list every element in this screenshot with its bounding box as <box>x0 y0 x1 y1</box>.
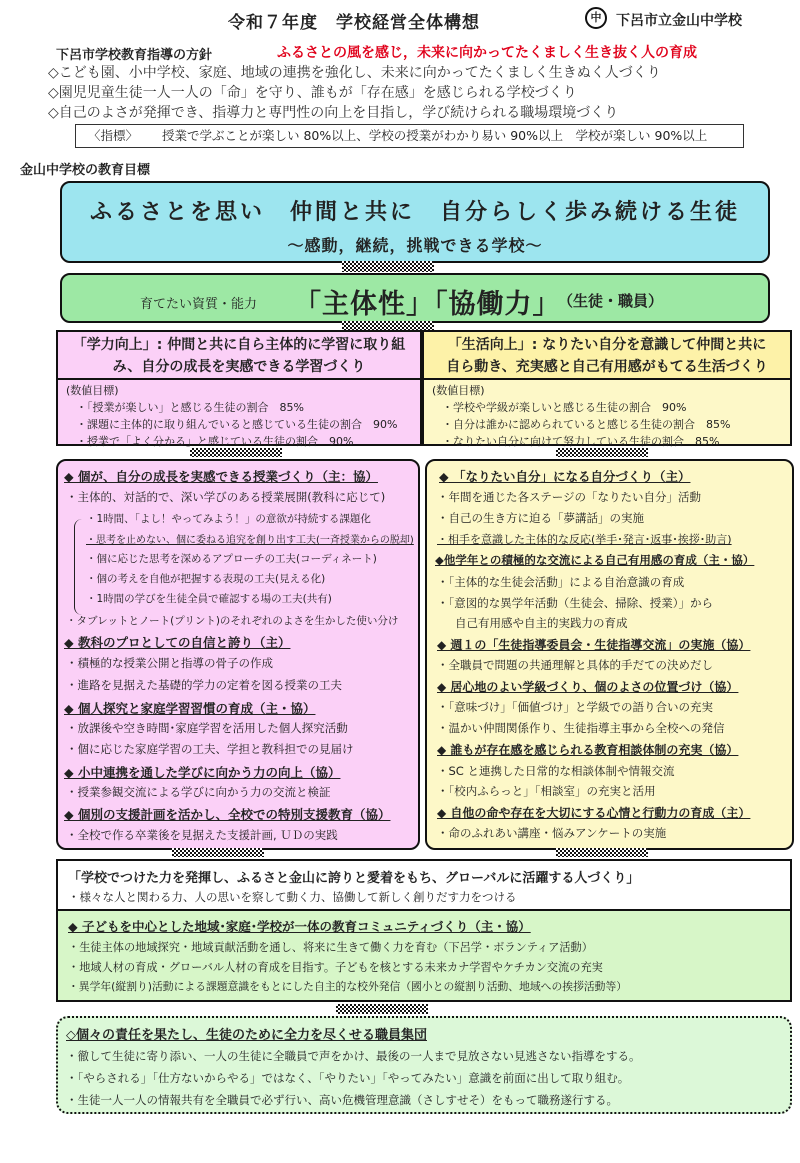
education-goal: ふるさとを思い 仲間と共に 自分らしく歩み続ける生徒 <box>89 199 740 225</box>
heading-line: 「学力向上」: 仲間と共に自ら主体的に学習に取り組 <box>72 337 406 353</box>
community-line: ・地域人材の育成・グローバル人材の育成を目指す。子どもを核とする未来カナ学習やケチカン交流の充実 <box>68 961 603 974</box>
policy-line: ◇自己のよさが発揮でき、指導力と専門性の向上を目指し，学び続けられる職場環境づくり <box>48 105 619 121</box>
connector-pattern <box>342 261 434 272</box>
staff-line: ・「やらされる」「仕方ないからやる」ではなく、「やりたい」「やってみたい」意識を前面に出して取り組む。 <box>66 1071 630 1085</box>
connector-pattern <box>342 321 434 330</box>
metric-item: ・授業で「よく分かる」と感じている生徒の割合 90% <box>76 435 354 448</box>
metric-item: ・学校や学級が楽しいと感じる生徒の割合 90% <box>442 401 687 414</box>
staff-title: ◇個々の責任を果たし、生徒のために全力を尽くせる職員集団 <box>66 1028 427 1043</box>
action-subitem: ・1時間の学びを生徒全員で確認する場の工夫(共有) <box>86 593 332 605</box>
metrics-label: (数値目標) <box>66 384 119 397</box>
connector-pattern <box>190 448 282 457</box>
education-goal-box <box>60 181 770 263</box>
staff-group-box <box>56 1016 792 1114</box>
staff-line: ・生徒一人一人の情報共有を全職員で必ず行い、高い危機管理意識（さしすせそ）をもって職務遂行する。 <box>66 1093 618 1107</box>
action-subitem: ・思考を止めない、個に委ねる追究を創り出す工夫(一斉授業からの脱却) <box>86 535 414 546</box>
action-item: ・自己の生き方に迫る「夢講話」の実施 <box>437 511 644 525</box>
action-item: ・「意味づけ」「価値づけ」と学級での語り合いの充実 <box>437 700 713 714</box>
action-item: ・進路を見据えた基礎的学力の定着を図る授業の工夫 <box>66 678 342 692</box>
metric-item: ・課題に主体的に取り組んでいると感じている生徒の割合 90% <box>76 418 398 431</box>
academic-improvement-heading <box>56 330 422 380</box>
goal-section-label: 金山中学校の教育目標 <box>20 163 151 178</box>
staff-line: ・徹して生徒に寄り添い、一人の生徒に全職員で声をかけ、最後の一人まで見放さない見逃さない指導をする。 <box>66 1049 641 1063</box>
education-goal-subtitle: ～感動，継続，挑戦できる学校～ <box>287 236 543 255</box>
connector-pattern <box>556 448 648 457</box>
action-item: ・授業参観交流による学びに向かう力の交流と検証 <box>66 785 331 799</box>
connector-pattern <box>556 848 648 857</box>
action-item: ・温かい仲間関係作り、生徒指導主事から全校への発信 <box>437 721 725 735</box>
connector-pattern <box>336 1004 428 1014</box>
action-item: ・年間を通じた各ステージの「なりたい自分」活動 <box>437 490 702 504</box>
qualities-label: 育てたい資質・能力 <box>140 297 258 312</box>
action-item: ・「主体的な生徒会活動」による自治意識の育成 <box>437 575 685 589</box>
action-item: ・全校で作る卒業後を見据えた支援計画, ＵＤの実践 <box>66 828 338 842</box>
global-talent-box <box>56 859 792 911</box>
action-subitem: ・個の考えを自他が把握する表現の工夫(見える化) <box>86 573 326 585</box>
policy-line: ◇こども園、小中学校、家庭、地域の連携を強化し、未来に向かってたくましく生きぬく人づくり <box>48 65 661 81</box>
community-line: ・異学年(縦割り)活動による課題意識をもとにした自主的な校外発信（國小との縦割り活動、地域への挨拶活動等） <box>68 980 628 993</box>
bracket <box>74 519 85 615</box>
indicator-box <box>75 124 744 148</box>
action-heading: ◆ 居心地のよい学級づくり、個のよさの位置づけ（協） <box>437 680 739 694</box>
qualities-box <box>60 273 770 323</box>
academic-actions-panel <box>56 459 420 850</box>
qualities-main: 「主体性」「協働力」 <box>294 289 561 320</box>
page-title: 令和７年度 学校経営全体構想 <box>228 13 480 33</box>
community-line: ・生徒主体の地域探究・地域貢献活動を通し、将来に生きて働く力を育む（下呂学・ボランティア活動） <box>68 941 593 954</box>
action-item: ・「校内ふらっと」「相談室」の充実と活用 <box>437 784 656 798</box>
action-item: ・全職員で問題の共通理解と具体的手だての決めだし <box>437 658 713 672</box>
action-heading: ◆ 誰もが存在感を感じられる教育相談体制の充実（協） <box>437 743 739 757</box>
metric-item: ・なりたい自分に向けて努力している生徒の割合 85% <box>442 435 720 448</box>
action-heading: ◆ 自他の命や存在を大切にする心情と行動力の育成（主） <box>437 806 751 820</box>
policy-line: ◇園児児童生徒一人一人の「命」を守り、誰もが「存在感」を感じられる学校づくり <box>48 85 577 101</box>
action-subitem: ・個に応じた思考を深めるアプローチの工夫(コーディネート) <box>86 553 377 565</box>
action-item: ・相手を意識した主体的な反応(挙手･発言･返事･挨拶･助言) <box>437 533 732 546</box>
metric-item: ・自分は誰かに認められていると感じる生徒の割合 85% <box>442 418 731 431</box>
action-subitem: ・1時間、「よし！やってみよう！」の意欲が持続する課題化 <box>86 513 371 525</box>
action-heading: ◆他学年との積極的な交流による自己有用感の育成（主・協） <box>435 553 755 567</box>
heading-line: 「生活向上」: なりたい自分を意識して仲間と共に <box>447 337 767 353</box>
action-heading: ◆ 個が、自分の成長を実感できる授業づくり（主：協） <box>64 469 378 484</box>
metrics-label: (数値目標) <box>432 384 485 397</box>
global-title: 「学校でつけた力を発揮し、ふるさと金山に誇りと愛着をもち、グローバルに活躍する人づくり」 <box>68 871 640 886</box>
action-heading: ◆ 個別の支援計画を活かし、全校での特別支援教育（協） <box>64 807 391 822</box>
action-item: ・タブレットとノート(プリント)のそれぞれのよさを生かした使い分け <box>66 615 399 627</box>
indicator-label: 〈指標〉 <box>88 128 139 143</box>
action-item-continued: 自己有用感や自主的実践力の育成 <box>455 616 628 630</box>
action-heading: ◆ 「なりたい自分」になる自分づくり（主） <box>439 469 691 484</box>
action-item: ・命のふれあい講座・悩みアンケートの実施 <box>437 826 667 840</box>
metric-item: ・「授業が楽しい」と感じる生徒の割合 85% <box>76 401 304 414</box>
action-heading: ◆ 個人探究と家庭学習習慣の育成（主・協） <box>64 701 316 716</box>
policy-slogan: ふるさとの風を感じ，未来に向かってたくましく生き抜く人の育成 <box>277 45 697 61</box>
action-item: ・放課後や空き時間･家庭学習を活用した個人探究活動 <box>66 721 348 735</box>
action-item: ・主体的、対話的で、深い学びのある授業展開(教科に応じて) <box>66 490 386 504</box>
connector-pattern <box>172 848 264 857</box>
qualities-sub: （生徒・職員） <box>558 292 664 310</box>
indicator-text: 授業で学ぶことが楽しい 80%以上、学校の授業がわかり易い 90%以上 学校が楽しい 90%以上 <box>162 128 708 143</box>
action-item: ・積極的な授業公開と指導の骨子の作成 <box>66 656 273 670</box>
action-item: ・個に応じた家庭学習の工夫、学担と教科担での見届け <box>66 742 354 756</box>
action-heading: ◆ 週１の「生徒指導委員会・生徒指導交流」の実施（協） <box>437 638 751 652</box>
education-community-box <box>56 911 792 1002</box>
global-line: ・様々な人と関わる力、人の思いを察して動く力、協働して新しく創りだす力をつける <box>68 890 517 904</box>
policy-label: 下呂市学校教育指導の方針 <box>56 48 213 63</box>
action-heading: ◆ 小中連携を通した学びに向かう力の向上（協） <box>64 765 341 780</box>
action-item: ・SC と連携した日常的な相談体制や情報交流 <box>437 764 675 778</box>
community-title: ◆ 子どもを中心とした地域･家庭･学校が一体の教育コミュニティづくり（主・協） <box>68 919 531 934</box>
action-heading: ◆ 教科のプロとしての自信と誇り（主） <box>64 635 291 650</box>
school-name: 下呂市立金山中学校 <box>616 13 742 29</box>
life-metrics <box>422 378 792 446</box>
life-actions-panel <box>425 459 794 850</box>
life-improvement-heading <box>422 330 792 380</box>
heading-line: 自ら動き、充実感と自己有用感がもてる生活づくり <box>446 359 768 375</box>
heading-line: み、自分の成長を実感できる学習づくり <box>112 359 366 375</box>
school-emblem-icon: 中 <box>585 7 607 29</box>
action-item: ・「意図的な異学年活動（生徒会、掃除、授業）」から <box>437 596 713 610</box>
academic-metrics <box>56 378 422 446</box>
